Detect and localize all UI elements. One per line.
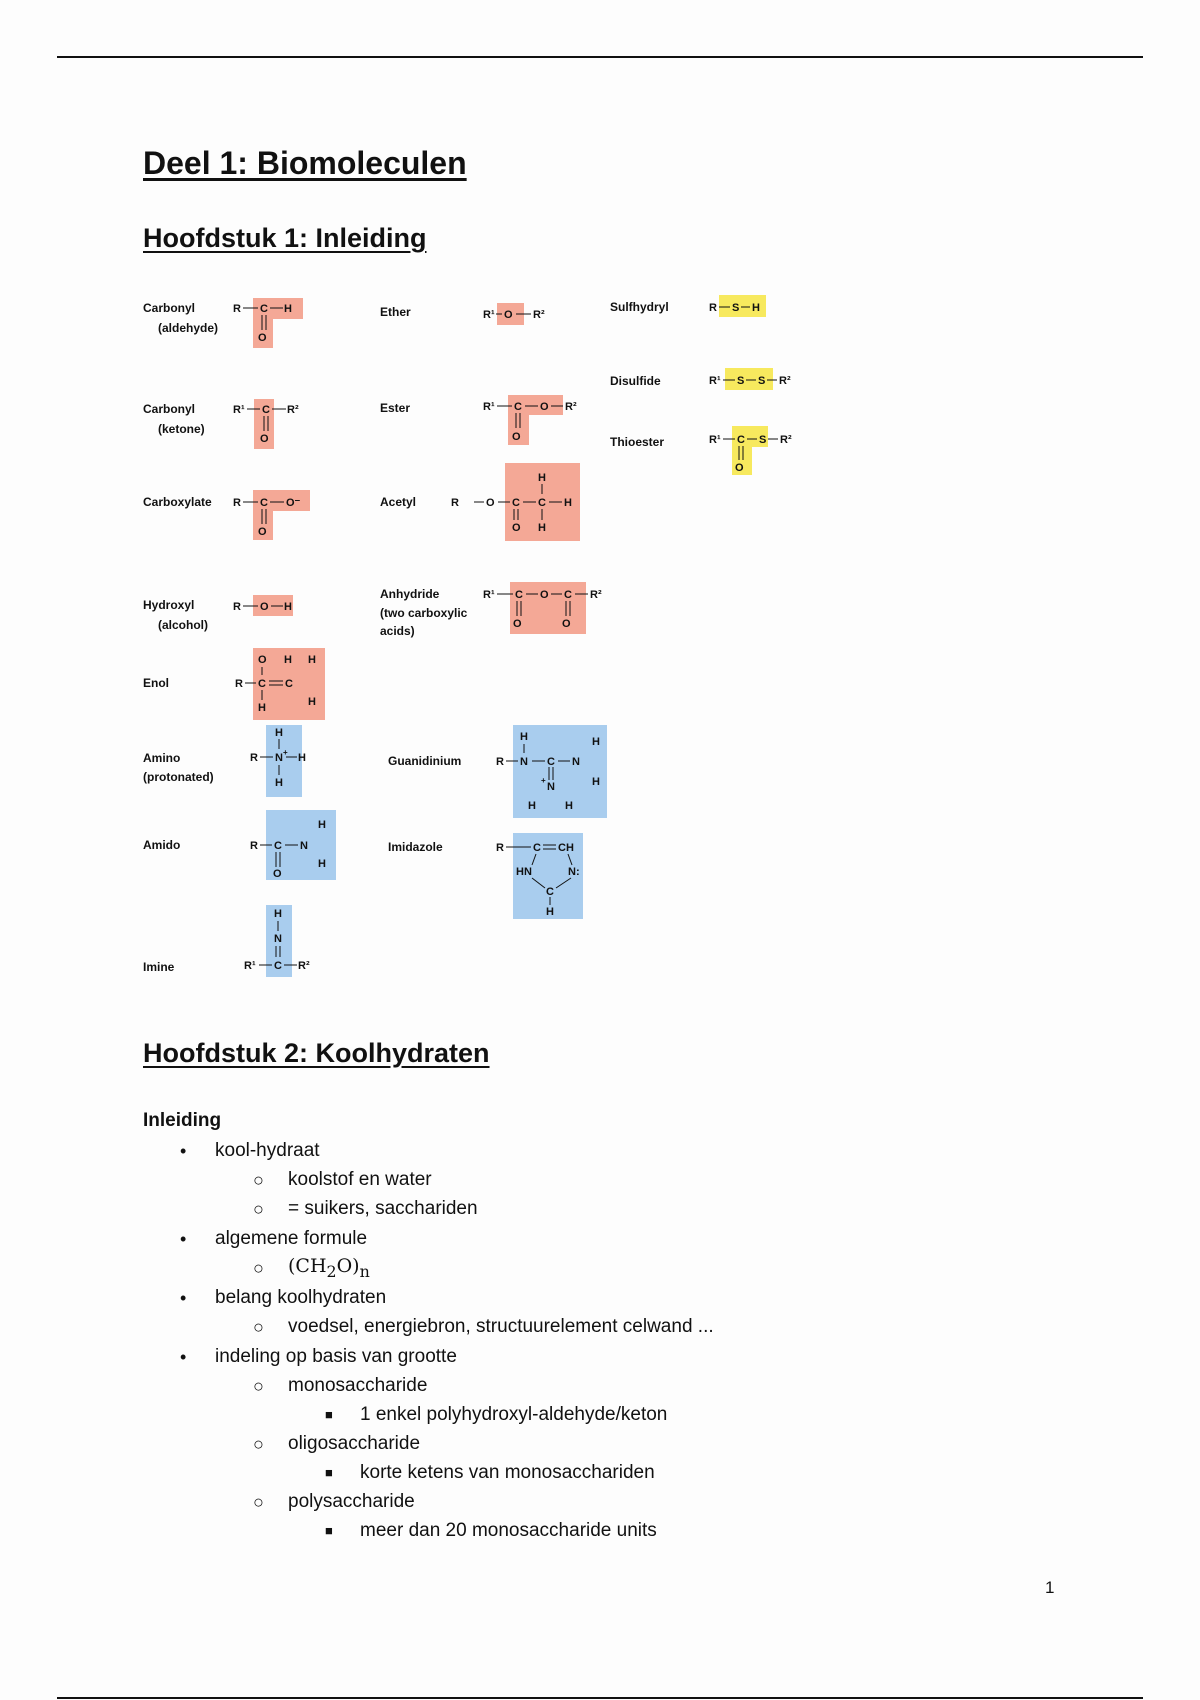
label-imine: Imine: [143, 960, 175, 974]
label-anhydride-3: acids): [380, 624, 415, 638]
svg-text:R²: R²: [287, 404, 299, 416]
svg-text:CH: CH: [558, 842, 574, 854]
svg-text:O⁻: O⁻: [286, 497, 301, 509]
svg-text:S: S: [737, 375, 745, 387]
bullet-marker: •: [180, 1141, 187, 1161]
svg-text:C: C: [260, 497, 268, 509]
circle-marker: ○: [253, 1317, 264, 1337]
svg-text:C: C: [274, 840, 282, 852]
circle-marker: ○: [253, 1492, 264, 1512]
svg-text:R²: R²: [298, 960, 310, 972]
svg-text:O: O: [486, 497, 495, 509]
svg-text:O: O: [512, 522, 521, 534]
chapter-2-heading: Hoofdstuk 2: Koolhydraten: [143, 1038, 490, 1068]
page-number: 1: [1045, 1578, 1055, 1597]
svg-text:H: H: [284, 303, 292, 315]
svg-text:H: H: [528, 800, 536, 812]
svg-text:C: C: [260, 303, 268, 315]
svg-text:R²: R²: [780, 434, 792, 446]
svg-text:C: C: [262, 404, 270, 416]
svg-text:H: H: [298, 752, 306, 764]
label-carbonyl-ketone-2: (ketone): [158, 422, 205, 436]
svg-text:N: N: [300, 840, 308, 852]
svg-text:H: H: [752, 302, 760, 314]
circle-marker: ○: [253, 1170, 264, 1190]
circle-marker: ○: [253, 1199, 264, 1219]
bullet-marker: •: [180, 1347, 187, 1367]
label-amido: Amido: [143, 838, 181, 852]
svg-text:R: R: [235, 678, 243, 690]
bottom-rule: [57, 1697, 1143, 1699]
list-item: monosaccharide: [288, 1375, 428, 1396]
svg-text:R¹: R¹: [483, 589, 495, 601]
circle-marker: ○: [253, 1258, 264, 1278]
label-anhydride-1: Anhydride: [380, 587, 440, 601]
chapter-1-heading: Hoofdstuk 1: Inleiding: [143, 223, 427, 253]
svg-text:H: H: [592, 776, 600, 788]
svg-text:HN: HN: [516, 866, 532, 878]
label-ether: Ether: [380, 305, 411, 319]
label-anhydride-2: (two carboxylic: [380, 606, 468, 620]
list-item: meer dan 20 monosaccharide units: [360, 1520, 657, 1541]
svg-text:N: N: [275, 752, 283, 764]
svg-text:C: C: [512, 497, 520, 509]
svg-text:R²: R²: [590, 589, 602, 601]
svg-text:R: R: [250, 752, 258, 764]
svg-text:O: O: [273, 868, 282, 880]
svg-text:R¹: R¹: [709, 375, 721, 387]
label-imidazole: Imidazole: [388, 840, 443, 854]
svg-text:O: O: [735, 462, 744, 474]
svg-text:R¹: R¹: [709, 434, 721, 446]
svg-text:H: H: [592, 736, 600, 748]
svg-text:N: N: [520, 756, 528, 768]
label-guanidinium: Guanidinium: [388, 754, 462, 768]
square-marker: ■: [325, 1523, 333, 1538]
functional-groups-figure: [140, 285, 820, 985]
highlight-boxes: [253, 295, 773, 977]
svg-text:R²: R²: [533, 309, 545, 321]
svg-text:H: H: [538, 522, 546, 534]
list-item: algemene formule: [215, 1228, 368, 1249]
svg-text:H: H: [284, 601, 292, 613]
svg-text:H: H: [258, 702, 266, 714]
list-item: polysaccharide: [288, 1491, 415, 1512]
svg-text:R¹: R¹: [233, 404, 245, 416]
svg-text:H: H: [318, 858, 326, 870]
svg-text:O: O: [540, 401, 549, 413]
svg-text:O: O: [260, 601, 269, 613]
svg-text:R: R: [233, 601, 241, 613]
svg-text:O: O: [258, 526, 267, 538]
svg-text:H: H: [308, 654, 316, 666]
svg-text:R: R: [250, 840, 258, 852]
label-carbonyl-aldehyde-1: Carbonyl: [143, 301, 196, 315]
svg-text:C: C: [258, 678, 266, 690]
intro-subheading: Inleiding: [143, 1110, 222, 1131]
svg-text:H: H: [546, 906, 554, 918]
svg-text:H: H: [538, 472, 546, 484]
svg-text:C: C: [515, 589, 523, 601]
square-marker: ■: [325, 1407, 333, 1422]
square-marker: ■: [325, 1465, 333, 1480]
svg-text:C: C: [737, 434, 745, 446]
bullet-marker: •: [180, 1229, 187, 1249]
svg-text:H: H: [565, 800, 573, 812]
svg-text:N: N: [274, 933, 282, 945]
svg-text:C: C: [285, 678, 293, 690]
label-enol: Enol: [143, 676, 169, 690]
list-item: voedsel, energiebron, structuurelement celwand ...: [288, 1316, 714, 1337]
list-item: oligosaccharide: [288, 1433, 421, 1454]
circle-marker: ○: [253, 1376, 264, 1396]
svg-text:O: O: [540, 589, 549, 601]
svg-text:+: +: [541, 776, 546, 785]
svg-text:R: R: [233, 303, 241, 315]
label-hydroxyl-1: Hydroxyl: [143, 598, 195, 612]
list-item: korte ketens van monosacchariden: [360, 1462, 655, 1483]
label-disulfide: Disulfide: [610, 374, 661, 388]
label-thioester: Thioester: [610, 435, 665, 449]
list-item: indeling op basis van grootte: [215, 1346, 457, 1367]
svg-text:S: S: [732, 302, 740, 314]
svg-text:R: R: [496, 756, 504, 768]
svg-text:+: +: [283, 748, 288, 757]
svg-text:O: O: [258, 654, 267, 666]
svg-text:R: R: [451, 497, 459, 509]
list-item: koolstof en water: [288, 1169, 432, 1190]
svg-text:S: S: [758, 375, 766, 387]
label-ester: Ester: [380, 401, 411, 415]
svg-text:N:: N:: [568, 866, 580, 878]
svg-text:C: C: [547, 756, 555, 768]
svg-text:O: O: [512, 431, 521, 443]
svg-text:R: R: [709, 302, 717, 314]
svg-text:C: C: [533, 842, 541, 854]
svg-text:R¹: R¹: [483, 401, 495, 413]
svg-text:H: H: [275, 777, 283, 789]
svg-text:S: S: [759, 434, 767, 446]
svg-text:N: N: [572, 756, 580, 768]
label-carbonyl-aldehyde-2: (aldehyde): [158, 321, 219, 335]
svg-text:H: H: [275, 727, 283, 739]
svg-text:N: N: [547, 781, 555, 793]
list-item: kool-hydraat: [215, 1140, 320, 1161]
label-carbonyl-ketone-1: Carbonyl: [143, 402, 196, 416]
label-hydroxyl-2: (alcohol): [158, 618, 208, 632]
svg-text:R¹: R¹: [483, 309, 495, 321]
svg-text:O: O: [513, 618, 522, 630]
part-heading: Deel 1: Biomoleculen: [143, 145, 467, 181]
svg-text:C: C: [514, 401, 522, 413]
circle-marker: ○: [253, 1434, 264, 1454]
label-amino-1: Amino: [143, 751, 181, 765]
svg-text:R: R: [233, 497, 241, 509]
bullet-marker: •: [180, 1288, 187, 1308]
top-rule: [57, 56, 1143, 58]
svg-text:H: H: [564, 497, 572, 509]
label-sulfhydryl: Sulfhydryl: [610, 300, 669, 314]
svg-text:O: O: [260, 433, 269, 445]
label-amino-2: (protonated): [143, 770, 214, 784]
svg-text:H: H: [318, 819, 326, 831]
svg-text:C: C: [274, 960, 282, 972]
label-carboxylate: Carboxylate: [143, 495, 212, 509]
svg-text:R¹: R¹: [244, 960, 256, 972]
svg-text:C: C: [564, 589, 572, 601]
svg-text:H: H: [520, 731, 528, 743]
svg-text:H: H: [274, 908, 282, 920]
list-item: 1 enkel polyhydroxyl-aldehyde/keton: [360, 1404, 668, 1425]
svg-text:C: C: [546, 886, 554, 898]
list-item: belang koolhydraten: [215, 1287, 387, 1308]
svg-text:H: H: [308, 696, 316, 708]
svg-text:R²: R²: [565, 401, 577, 413]
general-formula: $(CH_2O)_n$: [288, 1255, 370, 1281]
svg-text:R²: R²: [779, 375, 791, 387]
svg-text:O: O: [258, 332, 267, 344]
svg-text:C: C: [538, 497, 546, 509]
label-acetyl: Acetyl: [380, 495, 417, 509]
svg-text:O: O: [562, 618, 571, 630]
svg-text:H: H: [284, 654, 292, 666]
svg-text:O: O: [504, 309, 513, 321]
svg-text:R: R: [496, 842, 504, 854]
list-item: = suikers, sacchariden: [288, 1198, 478, 1219]
